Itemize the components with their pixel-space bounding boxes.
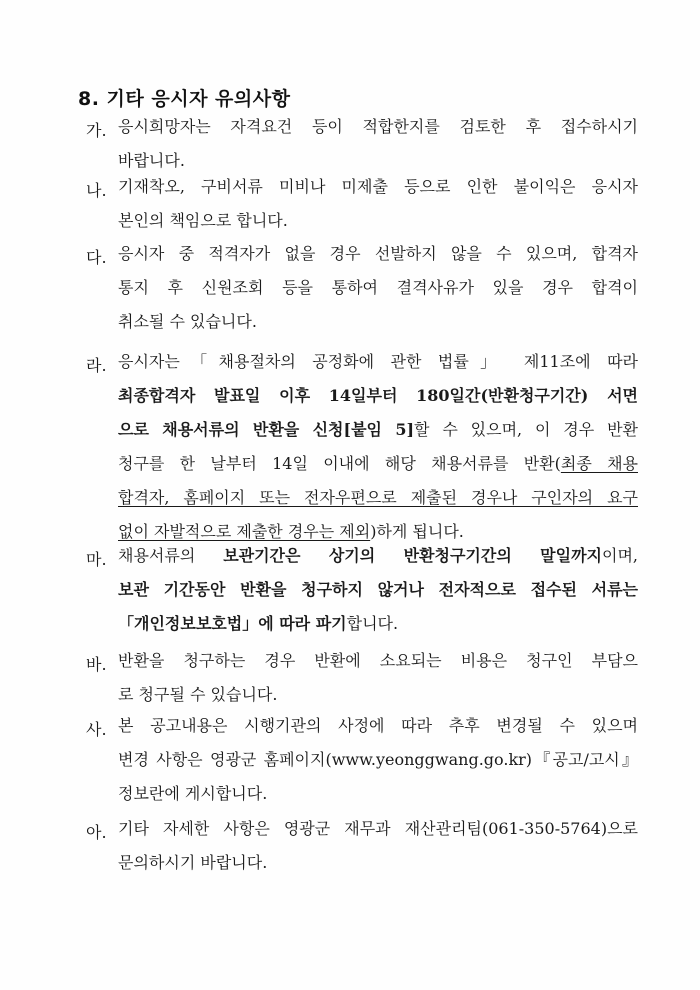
item-marker: 바. [86, 655, 107, 674]
text: 본인의 책임으로 합니다. [118, 211, 288, 230]
item-line [118, 311, 638, 333]
item-marker: 사. [86, 720, 107, 739]
item-marker: 다. [86, 248, 107, 267]
text: 반환을 청구하는 경우 반환에 소요되는 비용은 청구인 부담으 [118, 651, 638, 670]
underlined-text: 최종 채용 [560, 454, 638, 473]
text: 이며, [602, 546, 638, 565]
item-line [118, 684, 638, 706]
bold-text: 「개인정보보호법」에 따라 파기 [118, 614, 347, 633]
item-line [118, 613, 638, 635]
bold-text: 최종합격자 발표일 이후 14일부터 180일간(반환청구기간) 서면 [118, 386, 638, 405]
text: 응시자 중 적격자가 없을 경우 선발하지 않을 수 있으며, 합격자 [118, 244, 638, 263]
item-line [118, 749, 638, 771]
item-line [118, 453, 638, 475]
text: 청구를 한 날부터 14일 이내에 해당 채용서류를 반환( [118, 454, 561, 473]
text: 바랍니다. [118, 151, 185, 170]
text: )하게 됩니다. [370, 522, 464, 541]
item-marker: 가. [86, 121, 107, 140]
item-marker: 아. [86, 823, 107, 842]
item-line [118, 545, 638, 567]
item-marker: 마. [86, 550, 107, 569]
item-line [118, 579, 638, 601]
bold-text: 보관 기간동안 반환을 청구하지 않거나 전자적으로 접수된 서류는 [118, 580, 638, 599]
text: 기타 자세한 사항은 영광군 재무과 재산관리팀(061-350-5764)으로 [118, 819, 638, 838]
item-marker: 나. [86, 181, 107, 200]
text: 로 청구될 수 있습니다. [118, 685, 278, 704]
text: 취소될 수 있습니다. [118, 312, 257, 331]
text: 채용서류의 [118, 546, 224, 565]
item-line [118, 210, 638, 232]
item-line [118, 487, 638, 509]
item-line [118, 419, 638, 441]
text: 응시희망자는 자격요건 등이 적합한지를 검토한 후 접수하시기 [118, 117, 638, 136]
item-marker: 라. [86, 356, 107, 375]
bold-text: 으로 채용서류의 반환을 신청[붙임 5] [118, 420, 415, 439]
text: 응시자는「채용절차의 공정화에 관한 법률」 제11조에 따라 [118, 352, 638, 371]
underlined-text: 합격자, 홈페이지 또는 전자우편으로 제출된 경우나 구인자의 요구 [118, 488, 638, 507]
item-line [118, 176, 638, 198]
item-line [118, 150, 638, 172]
text: 변경 사항은 영광군 홈페이지(www.yeonggwang.go.kr)『공고/고시』 [118, 750, 638, 769]
item-line [118, 243, 638, 265]
item-line [118, 521, 638, 543]
underlined-text: 없이 자발적으로 제출한 경우는 제외 [118, 522, 371, 541]
text: 기재착오, 구비서류 미비나 미제출 등으로 인한 불이익은 응시자 [118, 177, 638, 196]
text: 통지 후 신원조회 등을 통하여 결격사유가 있을 경우 합격이 [118, 278, 638, 297]
text: 정보란에 게시합니다. [118, 784, 268, 803]
text: 할 수 있으며, 이 경우 반환 [414, 420, 638, 439]
item-line [118, 715, 638, 737]
item-line [118, 852, 638, 874]
item-line [118, 351, 638, 373]
item-line [118, 783, 638, 805]
item-line [118, 650, 638, 672]
text: 문의하시기 바랍니다. [118, 853, 268, 872]
item-line [118, 277, 638, 299]
item-line [118, 818, 638, 840]
item-line [118, 116, 638, 138]
section-heading: 8. 기타 응시자 유의사항 [78, 88, 291, 110]
text: 합니다. [346, 614, 399, 633]
text: 본 공고내용은 시행기관의 사정에 따라 추후 변경될 수 있으며 [118, 716, 638, 735]
bold-text: 보관기간은 상기의 반환청구기간의 말일까지 [223, 546, 602, 565]
item-line [118, 385, 638, 407]
